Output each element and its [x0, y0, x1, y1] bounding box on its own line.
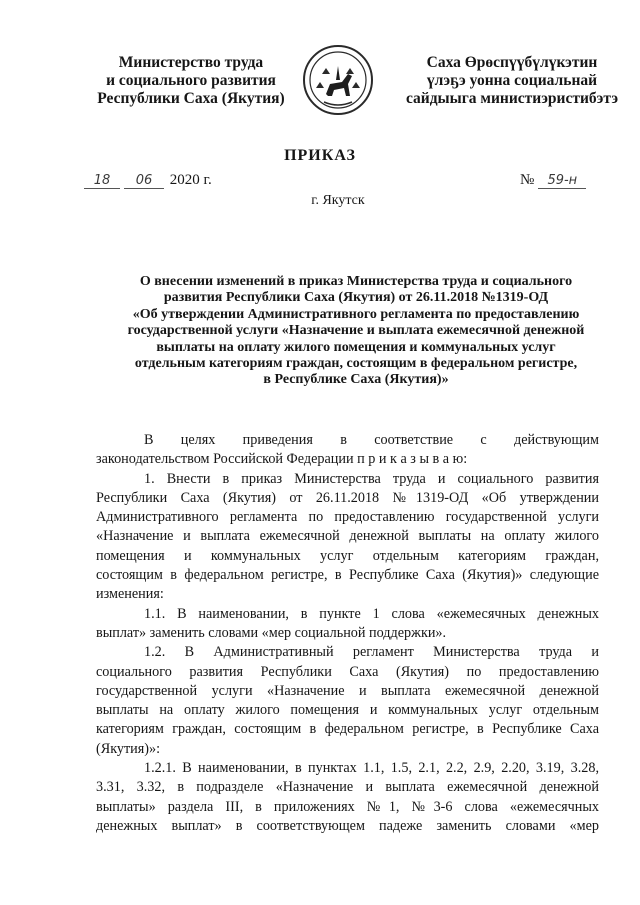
ministry-name-line: Республики Саха (Якутия): [97, 90, 285, 107]
order-body: [96, 431, 599, 836]
body-line: социального развития Республики Саха (Якутия) по предоставлению: [96, 663, 599, 680]
body-line: 1.1. В наименовании, в пункте 1 слова «ежемесячных денежных: [144, 605, 599, 622]
ministry-name-line: үлэҕэ уонна социальнай: [426, 72, 598, 89]
body-line: денежных выплат» в соответствующем падеже заменить словами «мер: [96, 817, 599, 834]
order-number: [520, 172, 586, 189]
body-line: изменения:: [96, 586, 164, 603]
body-line: 1.2. В Административный регламент Министерства труда и: [144, 644, 599, 661]
body-line: состоящим в федеральном регистре, в Республике Саха (Якутия)» следующие: [96, 567, 599, 584]
body-line: помещения и коммунальных услуг отдельным категориям граждан,: [96, 547, 599, 564]
coat-of-arms-icon: [302, 44, 374, 116]
body-line: Административного регламента по предоставлению государственной услуги: [96, 509, 599, 526]
body-line: (Якутия)»:: [96, 740, 161, 757]
ministry-name-line: и социального развития: [106, 72, 276, 89]
body-line: «Назначение и выплата ежемесячной денежной выплаты на оплату жилого: [96, 528, 599, 545]
order-date: [84, 172, 212, 189]
subject-line: в Республике Саха (Якутия)»: [263, 372, 449, 388]
subject-line: развития Республики Саха (Якутия) от 26.11.2018 №1319-ОД: [163, 290, 549, 306]
body-line: категориям граждан, состоящим в федеральном регистре, в Республике Саха: [96, 721, 599, 738]
body-line: 3.31, 3.32, в подразделе «Назначение и выплата ежемесячной денежной: [96, 779, 599, 796]
subject-line: «Об утверждении Административного регламента по предоставлению: [132, 306, 580, 322]
subject-line: государственной услуги «Назначение и выплата ежемесячной денежной: [127, 323, 585, 339]
body-line: выплаты на оплату жилого помещения и коммунальных услуг отдельным: [96, 702, 599, 719]
date-day: 18: [84, 173, 120, 189]
ministry-name-line: сайдыыга министиэристибэтэ: [405, 90, 619, 107]
ministry-name-russian: [86, 54, 296, 108]
order-subject: [96, 274, 616, 389]
subject-line: отдельным категориям граждан, состоящим в федеральном регистре,: [134, 356, 578, 372]
body-line: В целях приведения в соответствие с действующим: [144, 432, 599, 448]
number-sign: №: [520, 172, 535, 188]
ministry-name-line: Саха Өрөспүүбүлүкэтин: [426, 54, 598, 71]
subject-line: О внесении изменений в приказ Министерства труда и социального: [139, 274, 573, 289]
body-line: 1.2.1. В наименовании, в пунктах 1.1, 1.5, 2.1, 2.2, 2.9, 2.20, 3.19, 3.28,: [144, 760, 599, 777]
document-title: ПРИКАЗ: [284, 147, 356, 164]
subject-line: выплаты на оплату жилого помещения и коммунальных услуг: [156, 339, 556, 355]
date-month: 06: [124, 173, 164, 189]
date-year: 2020 г.: [169, 172, 212, 188]
body-line: выплаты» раздела III, в приложениях №1, №3-6 слова «ежемесячных: [96, 798, 599, 815]
ministry-name-yakut: [402, 54, 622, 108]
ministry-name-line: Министерство труда: [118, 54, 264, 71]
body-line: законодательством Российской Федерации п р и к а з ы в а ю:: [96, 451, 468, 468]
body-line: Республики Саха (Якутия) от 26.11.2018 №1319-ОД «Об утверждении: [96, 489, 599, 506]
body-line: государственной услуги «Назначение и выплата ежемесячной денежной: [96, 682, 599, 699]
number-value: 59-н: [538, 173, 586, 189]
city-name: г. Якутск: [311, 193, 365, 208]
body-line: 1. Внести в приказ Министерства труда и социального развития: [144, 470, 599, 487]
body-line: выплат» заменить словами «мер социальной поддержки».: [96, 624, 447, 641]
